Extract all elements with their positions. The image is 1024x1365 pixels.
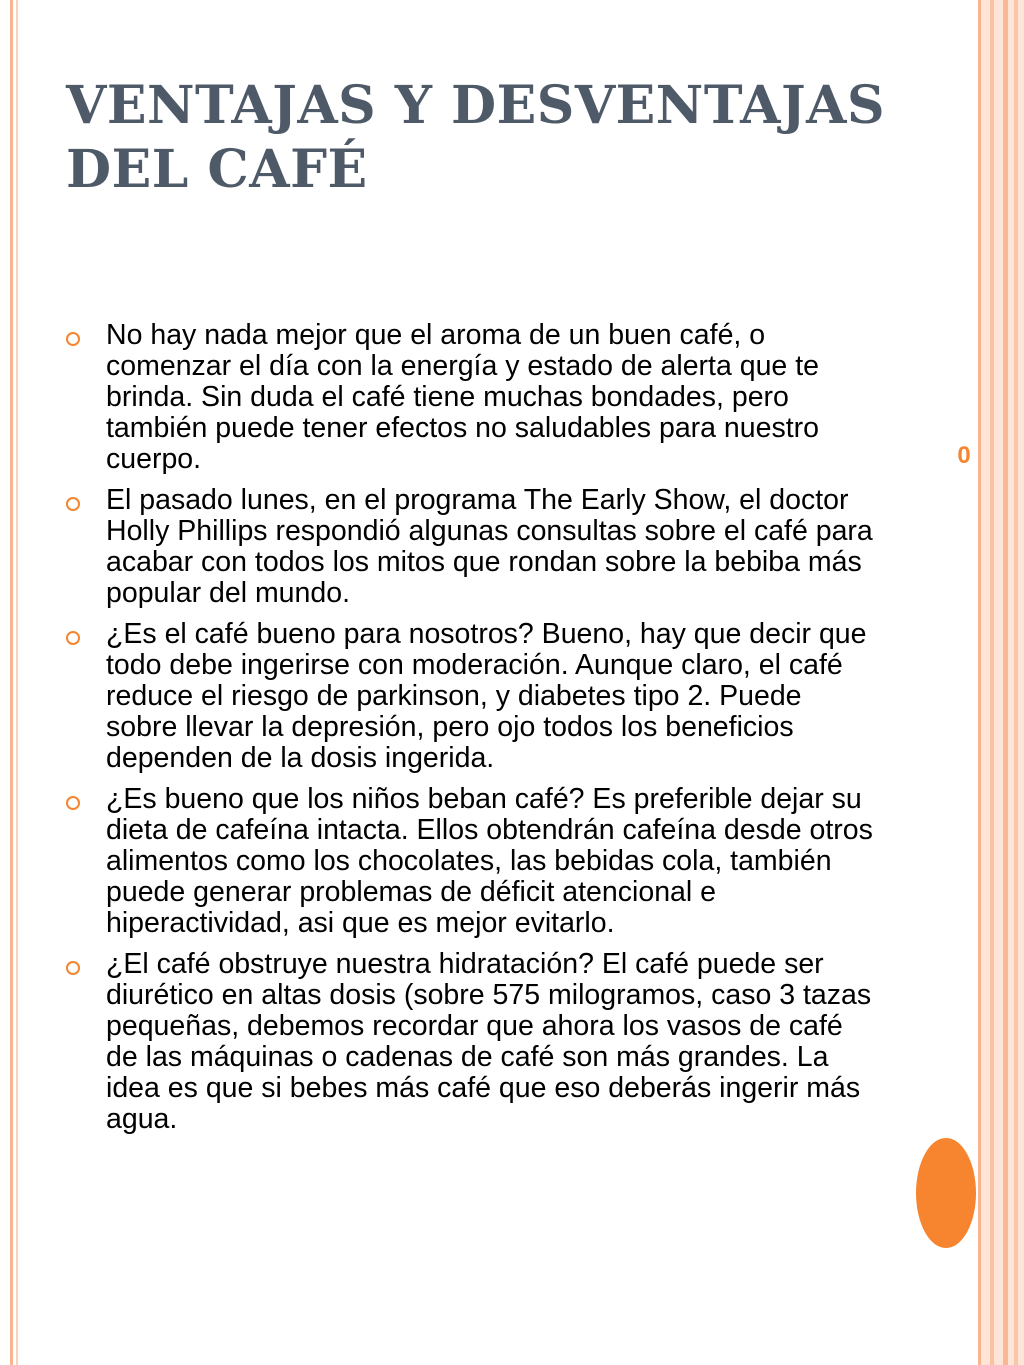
bullet-text: ¿Es bueno que los niños beban café? Es preferible dejar su dieta de cafeína intacta. Ellos obtendrán cafeína desde otros alimentos como los chocolates, las bebidas cola, también puede generar problemas de déficit atencional e hiperactividad, asi que es mejor evitarlo. (106, 783, 873, 939)
list-item (66, 619, 878, 774)
frame-line-right (978, 0, 981, 1365)
list-item (66, 949, 878, 1135)
orange-oval-decoration (916, 1138, 976, 1248)
frame-line-left (10, 0, 13, 1365)
bullet-list (66, 320, 878, 1145)
list-item (66, 485, 878, 609)
ring-bullet-icon (66, 497, 80, 511)
page-number: 0 (957, 442, 971, 469)
ring-bullet-icon (66, 961, 80, 975)
bullet-text: ¿Es el café bueno para nosotros? Bueno, hay que decir que todo debe ingerirse con moderación. Aunque claro, el café reduce el riesgo de parkinson, y diabetes tipo 2. Puede sobre llevar la depresión, pero ojo todos los beneficios dependen de la dosis ingerida. (106, 618, 867, 774)
bullet-text: ¿El café obstruye nuestra hidratación? El café puede ser diurético en altas dosis (sobre 575 milogramos, caso 3 tazas pequeñas, debemos recordar que ahora los vasos de café de las máquinas o cadenas de café son más grandes. La idea es que si bebes más café que eso deberás ingerir más agua. (106, 948, 872, 1135)
frame-line-left-inner (16, 0, 18, 1365)
ring-bullet-icon (66, 631, 80, 645)
list-item (66, 784, 878, 939)
bullet-text: No hay nada mejor que el aroma de un buen café, o comenzar el día con la energía y estado de alerta que te brinda. Sin duda el café tiene muchas bondades, pero también puede tener efectos no saludables para nuestro cuerpo. (106, 319, 819, 475)
frame-line-right (1014, 0, 1018, 1365)
ring-bullet-icon (66, 796, 80, 810)
slide-title: VENTAJAS Y DESVENTAJAS DEL CAFÉ (66, 75, 886, 200)
list-item (66, 320, 878, 475)
bullet-text: El pasado lunes, en el programa The Early Show, el doctor Holly Phillips respondió algunas consultas sobre el café para acabar con todos los mitos que rondan sobre la bebiba más popular del mundo. (106, 484, 873, 609)
frame-line-right (1003, 0, 1008, 1365)
frame-line-right (990, 0, 994, 1365)
ring-bullet-icon (66, 332, 80, 346)
